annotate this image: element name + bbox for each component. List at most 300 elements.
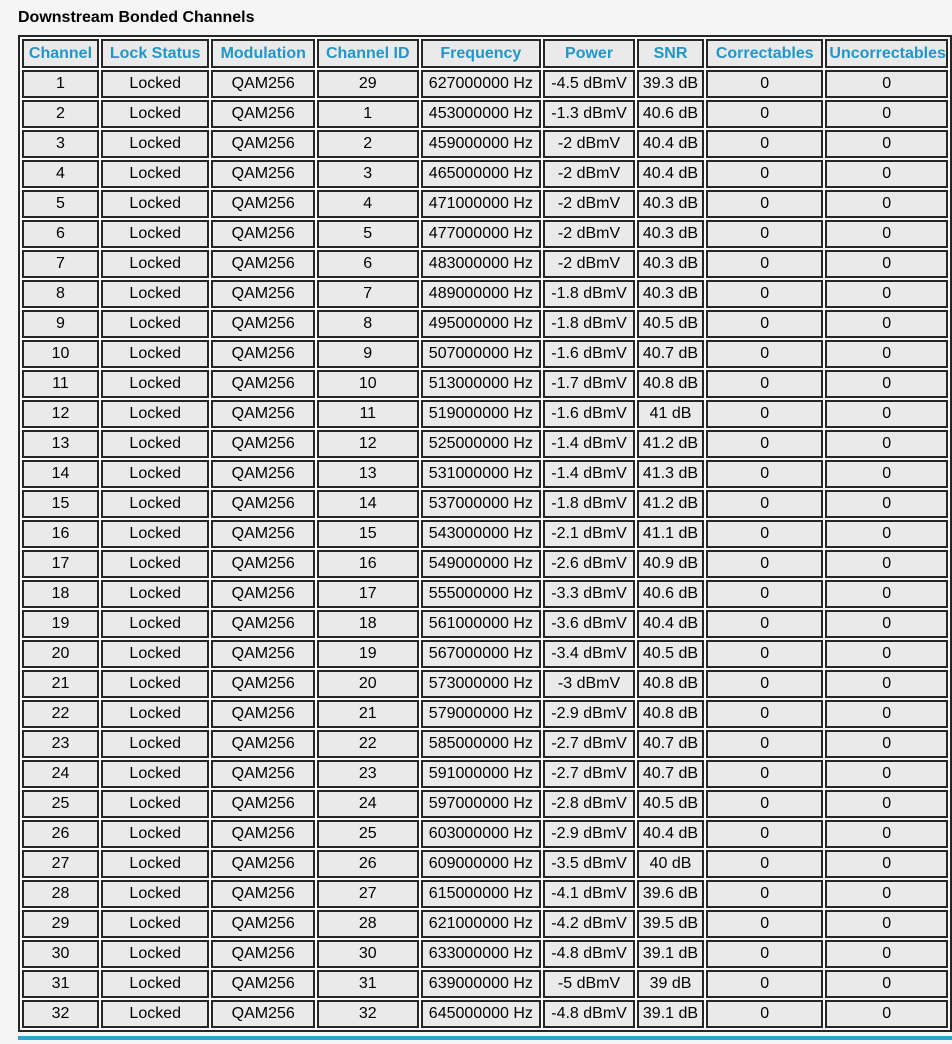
cell-correctables: 0 [706,760,823,788]
table-row [22,940,948,968]
cell-snr: 39.5 dB [637,910,704,938]
cell-uncorrectables: 0 [825,100,948,128]
table-row [22,610,948,638]
cell-power: -2.9 dBmV [543,700,635,728]
cell-channel: 20 [22,640,99,668]
cell-channel: 1 [22,70,99,98]
cell-channel_id: 24 [317,790,419,818]
table-row [22,700,948,728]
cell-channel_id: 21 [317,700,419,728]
table-row [22,400,948,428]
cell-uncorrectables: 0 [825,880,948,908]
cell-uncorrectables: 0 [825,400,948,428]
cell-frequency: 579000000 Hz [421,700,542,728]
cell-modulation: QAM256 [211,310,315,338]
cell-correctables: 0 [706,220,823,248]
cell-channel_id: 1 [317,100,419,128]
cell-correctables: 0 [706,640,823,668]
cell-frequency: 525000000 Hz [421,430,542,458]
cell-lock_status: Locked [101,430,210,458]
cell-frequency: 483000000 Hz [421,250,542,278]
cell-uncorrectables: 0 [825,220,948,248]
cell-snr: 40.6 dB [637,100,704,128]
cell-modulation: QAM256 [211,550,315,578]
cell-snr: 39.1 dB [637,940,704,968]
table-row [22,790,948,818]
cell-modulation: QAM256 [211,280,315,308]
cell-uncorrectables: 0 [825,610,948,638]
cell-power: -2.9 dBmV [543,820,635,848]
cell-power: -3.5 dBmV [543,850,635,878]
cell-snr: 41 dB [637,400,704,428]
cell-channel: 27 [22,850,99,878]
cell-frequency: 513000000 Hz [421,370,542,398]
cell-correctables: 0 [706,940,823,968]
cell-snr: 40.3 dB [637,250,704,278]
cell-channel: 31 [22,970,99,998]
table-row [22,910,948,938]
cell-modulation: QAM256 [211,1000,315,1028]
cell-power: -3.4 dBmV [543,640,635,668]
cell-frequency: 495000000 Hz [421,310,542,338]
cell-frequency: 453000000 Hz [421,100,542,128]
cell-modulation: QAM256 [211,640,315,668]
cell-correctables: 0 [706,400,823,428]
cell-correctables: 0 [706,670,823,698]
cell-modulation: QAM256 [211,580,315,608]
cell-uncorrectables: 0 [825,580,948,608]
cell-uncorrectables: 0 [825,640,948,668]
cell-snr: 39.1 dB [637,1000,704,1028]
page-title: Downstream Bonded Channels [18,9,255,26]
table-row [22,640,948,668]
column-header-label: Lock Status [109,45,201,62]
cell-correctables: 0 [706,850,823,878]
table-row [22,670,948,698]
cell-lock_status: Locked [101,910,210,938]
table-row [22,550,948,578]
cell-correctables: 0 [706,820,823,848]
table-row [22,70,948,98]
cell-lock_status: Locked [101,880,210,908]
cell-lock_status: Locked [101,970,210,998]
cell-snr: 40.4 dB [637,610,704,638]
cell-lock_status: Locked [101,1000,210,1028]
column-header-power [543,39,635,68]
cell-correctables: 0 [706,160,823,188]
cell-frequency: 591000000 Hz [421,760,542,788]
cell-power: -1.4 dBmV [543,460,635,488]
cell-channel: 18 [22,580,99,608]
cell-uncorrectables: 0 [825,790,948,818]
cell-channel: 9 [22,310,99,338]
cell-correctables: 0 [706,1000,823,1028]
table-row [22,880,948,908]
cell-channel_id: 20 [317,670,419,698]
cell-channel_id: 19 [317,640,419,668]
cell-snr: 40.5 dB [637,310,704,338]
column-header-label: Power [565,45,614,62]
cell-modulation: QAM256 [211,400,315,428]
cell-uncorrectables: 0 [825,520,948,548]
cell-modulation: QAM256 [211,490,315,518]
cell-channel_id: 12 [317,430,419,458]
cell-modulation: QAM256 [211,70,315,98]
cell-channel: 24 [22,760,99,788]
cell-uncorrectables: 0 [825,850,948,878]
cell-channel_id: 13 [317,460,419,488]
column-header-label: Channel ID [325,45,410,62]
cell-power: -1.7 dBmV [543,370,635,398]
cell-power: -2.6 dBmV [543,550,635,578]
cell-lock_status: Locked [101,790,210,818]
cell-modulation: QAM256 [211,820,315,848]
cell-frequency: 633000000 Hz [421,940,542,968]
cell-uncorrectables: 0 [825,730,948,758]
cell-modulation: QAM256 [211,340,315,368]
cell-channel: 30 [22,940,99,968]
table-row [22,310,948,338]
cell-channel: 17 [22,550,99,578]
cell-power: -1.4 dBmV [543,430,635,458]
table-row [22,490,948,518]
cell-correctables: 0 [706,70,823,98]
cell-channel_id: 16 [317,550,419,578]
cell-uncorrectables: 0 [825,670,948,698]
cell-correctables: 0 [706,580,823,608]
cell-correctables: 0 [706,520,823,548]
cell-channel_id: 9 [317,340,419,368]
cell-channel_id: 28 [317,910,419,938]
cell-lock_status: Locked [101,130,210,158]
cell-frequency: 627000000 Hz [421,70,542,98]
cell-lock_status: Locked [101,70,210,98]
cell-modulation: QAM256 [211,760,315,788]
cell-channel: 7 [22,250,99,278]
cell-correctables: 0 [706,430,823,458]
cell-channel: 16 [22,520,99,548]
cell-snr: 40.6 dB [637,580,704,608]
column-header-correctables [706,39,823,68]
cell-frequency: 609000000 Hz [421,850,542,878]
table-row [22,520,948,548]
cell-lock_status: Locked [101,460,210,488]
cell-channel: 8 [22,280,99,308]
column-header-channel [22,39,99,68]
cell-uncorrectables: 0 [825,370,948,398]
cell-correctables: 0 [706,790,823,818]
cell-lock_status: Locked [101,160,210,188]
cell-lock_status: Locked [101,760,210,788]
cell-frequency: 471000000 Hz [421,190,542,218]
cell-modulation: QAM256 [211,430,315,458]
cell-power: -2 dBmV [543,130,635,158]
cell-channel_id: 11 [317,400,419,428]
cell-power: -3 dBmV [543,670,635,698]
column-header-label: Uncorrectables [829,45,946,62]
cell-snr: 40.3 dB [637,220,704,248]
cell-channel_id: 2 [317,130,419,158]
cell-lock_status: Locked [101,340,210,368]
cell-frequency: 489000000 Hz [421,280,542,308]
cell-lock_status: Locked [101,220,210,248]
cell-channel_id: 18 [317,610,419,638]
cell-power: -2.7 dBmV [543,730,635,758]
cell-correctables: 0 [706,610,823,638]
cell-lock_status: Locked [101,190,210,218]
cell-lock_status: Locked [101,940,210,968]
cell-correctables: 0 [706,490,823,518]
cell-frequency: 537000000 Hz [421,490,542,518]
cell-lock_status: Locked [101,850,210,878]
cell-lock_status: Locked [101,400,210,428]
cell-uncorrectables: 0 [825,970,948,998]
cell-frequency: 621000000 Hz [421,910,542,938]
cell-uncorrectables: 0 [825,550,948,578]
cell-frequency: 459000000 Hz [421,130,542,158]
table-row [22,160,948,188]
cell-power: -2 dBmV [543,190,635,218]
cell-frequency: 597000000 Hz [421,790,542,818]
cell-frequency: 531000000 Hz [421,460,542,488]
cell-correctables: 0 [706,910,823,938]
cell-modulation: QAM256 [211,850,315,878]
cell-uncorrectables: 0 [825,490,948,518]
column-header-uncorrectables [825,39,948,68]
cell-frequency: 507000000 Hz [421,340,542,368]
cell-power: -3.3 dBmV [543,580,635,608]
cell-snr: 41.2 dB [637,490,704,518]
cell-snr: 40.5 dB [637,790,704,818]
cell-channel_id: 7 [317,280,419,308]
cell-frequency: 555000000 Hz [421,580,542,608]
cell-correctables: 0 [706,880,823,908]
cell-snr: 40.3 dB [637,280,704,308]
cell-modulation: QAM256 [211,880,315,908]
cell-power: -3.6 dBmV [543,610,635,638]
cell-modulation: QAM256 [211,130,315,158]
cell-modulation: QAM256 [211,970,315,998]
cell-power: -5 dBmV [543,970,635,998]
cell-correctables: 0 [706,700,823,728]
column-header-label: SNR [653,45,688,62]
cell-modulation: QAM256 [211,790,315,818]
cell-channel_id: 25 [317,820,419,848]
cell-uncorrectables: 0 [825,760,948,788]
table-row [22,100,948,128]
cell-correctables: 0 [706,460,823,488]
cell-snr: 40.5 dB [637,640,704,668]
cell-frequency: 477000000 Hz [421,220,542,248]
cell-power: -1.6 dBmV [543,400,635,428]
cell-uncorrectables: 0 [825,910,948,938]
cell-lock_status: Locked [101,640,210,668]
cell-channel_id: 26 [317,850,419,878]
cell-snr: 39.3 dB [637,70,704,98]
downstream-channels-table [18,35,952,1032]
cell-channel_id: 4 [317,190,419,218]
cell-correctables: 0 [706,100,823,128]
cell-uncorrectables: 0 [825,160,948,188]
cell-channel_id: 23 [317,760,419,788]
cell-power: -2 dBmV [543,250,635,278]
cell-power: -1.8 dBmV [543,280,635,308]
table-row [22,460,948,488]
cell-uncorrectables: 0 [825,820,948,848]
cell-modulation: QAM256 [211,100,315,128]
cell-modulation: QAM256 [211,610,315,638]
column-header-label: Modulation [220,45,306,62]
column-header-lock_status [101,39,210,68]
cell-snr: 40.4 dB [637,160,704,188]
cell-frequency: 519000000 Hz [421,400,542,428]
cell-uncorrectables: 0 [825,460,948,488]
cell-channel: 11 [22,370,99,398]
cell-frequency: 549000000 Hz [421,550,542,578]
cell-channel: 23 [22,730,99,758]
cell-channel: 29 [22,910,99,938]
column-header-label: Correctables [715,45,814,62]
column-header-label: Frequency [440,45,522,62]
cell-uncorrectables: 0 [825,70,948,98]
cell-modulation: QAM256 [211,520,315,548]
cell-lock_status: Locked [101,550,210,578]
table-row [22,850,948,878]
cell-power: -4.5 dBmV [543,70,635,98]
cell-correctables: 0 [706,190,823,218]
cell-correctables: 0 [706,280,823,308]
cell-channel_id: 8 [317,310,419,338]
cell-frequency: 561000000 Hz [421,610,542,638]
cell-power: -1.8 dBmV [543,310,635,338]
cell-channel_id: 32 [317,1000,419,1028]
cell-snr: 40.8 dB [637,370,704,398]
cell-frequency: 615000000 Hz [421,880,542,908]
cell-snr: 41.1 dB [637,520,704,548]
cell-snr: 40.7 dB [637,340,704,368]
cell-lock_status: Locked [101,280,210,308]
cell-channel: 6 [22,220,99,248]
cell-snr: 39.6 dB [637,880,704,908]
table-row [22,340,948,368]
cell-frequency: 543000000 Hz [421,520,542,548]
cell-correctables: 0 [706,550,823,578]
column-header-frequency [421,39,542,68]
table-row [22,430,948,458]
cell-frequency: 567000000 Hz [421,640,542,668]
cell-snr: 40.7 dB [637,760,704,788]
cell-channel: 19 [22,610,99,638]
cell-power: -2.1 dBmV [543,520,635,548]
cell-correctables: 0 [706,250,823,278]
cell-channel: 3 [22,130,99,158]
cell-channel_id: 14 [317,490,419,518]
cell-channel: 32 [22,1000,99,1028]
cell-channel_id: 31 [317,970,419,998]
cell-power: -1.3 dBmV [543,100,635,128]
cell-channel_id: 10 [317,370,419,398]
table-body [22,70,948,1028]
cell-modulation: QAM256 [211,250,315,278]
table-row [22,130,948,158]
cell-correctables: 0 [706,340,823,368]
cell-channel: 25 [22,790,99,818]
cell-channel_id: 30 [317,940,419,968]
cell-lock_status: Locked [101,100,210,128]
table-row [22,370,948,398]
cell-frequency: 585000000 Hz [421,730,542,758]
cell-uncorrectables: 0 [825,700,948,728]
cell-power: -2 dBmV [543,220,635,248]
cell-correctables: 0 [706,310,823,338]
table-row [22,190,948,218]
cell-snr: 40.9 dB [637,550,704,578]
cell-uncorrectables: 0 [825,1000,948,1028]
table-row [22,280,948,308]
cell-power: -1.6 dBmV [543,340,635,368]
cell-uncorrectables: 0 [825,940,948,968]
cell-frequency: 573000000 Hz [421,670,542,698]
cell-snr: 41.3 dB [637,460,704,488]
cell-modulation: QAM256 [211,190,315,218]
cell-correctables: 0 [706,130,823,158]
cell-lock_status: Locked [101,730,210,758]
cell-lock_status: Locked [101,370,210,398]
cell-channel: 2 [22,100,99,128]
table-row [22,580,948,608]
cell-snr: 40.7 dB [637,730,704,758]
cell-power: -4.1 dBmV [543,880,635,908]
cell-channel_id: 27 [317,880,419,908]
cell-channel: 28 [22,880,99,908]
cell-lock_status: Locked [101,820,210,848]
cell-lock_status: Locked [101,520,210,548]
cell-snr: 39 dB [637,970,704,998]
table-row [22,820,948,848]
column-header-channel_id [317,39,419,68]
cell-channel_id: 17 [317,580,419,608]
cell-channel: 13 [22,430,99,458]
table-row [22,970,948,998]
cell-channel_id: 5 [317,220,419,248]
cell-frequency: 465000000 Hz [421,160,542,188]
table-row [22,730,948,758]
cell-channel_id: 6 [317,250,419,278]
cell-uncorrectables: 0 [825,340,948,368]
cell-power: -4.2 dBmV [543,910,635,938]
column-header-label: Channel [28,45,93,62]
cell-channel_id: 3 [317,160,419,188]
cell-lock_status: Locked [101,490,210,518]
cell-snr: 40.8 dB [637,670,704,698]
cell-modulation: QAM256 [211,220,315,248]
cell-channel: 21 [22,670,99,698]
cell-correctables: 0 [706,370,823,398]
cell-uncorrectables: 0 [825,130,948,158]
cell-snr: 40 dB [637,850,704,878]
table-row [22,250,948,278]
cell-frequency: 645000000 Hz [421,1000,542,1028]
cell-lock_status: Locked [101,310,210,338]
cell-modulation: QAM256 [211,460,315,488]
table-row [22,220,948,248]
cell-uncorrectables: 0 [825,250,948,278]
cell-modulation: QAM256 [211,730,315,758]
cell-correctables: 0 [706,730,823,758]
cell-modulation: QAM256 [211,160,315,188]
cell-lock_status: Locked [101,610,210,638]
cell-uncorrectables: 0 [825,190,948,218]
